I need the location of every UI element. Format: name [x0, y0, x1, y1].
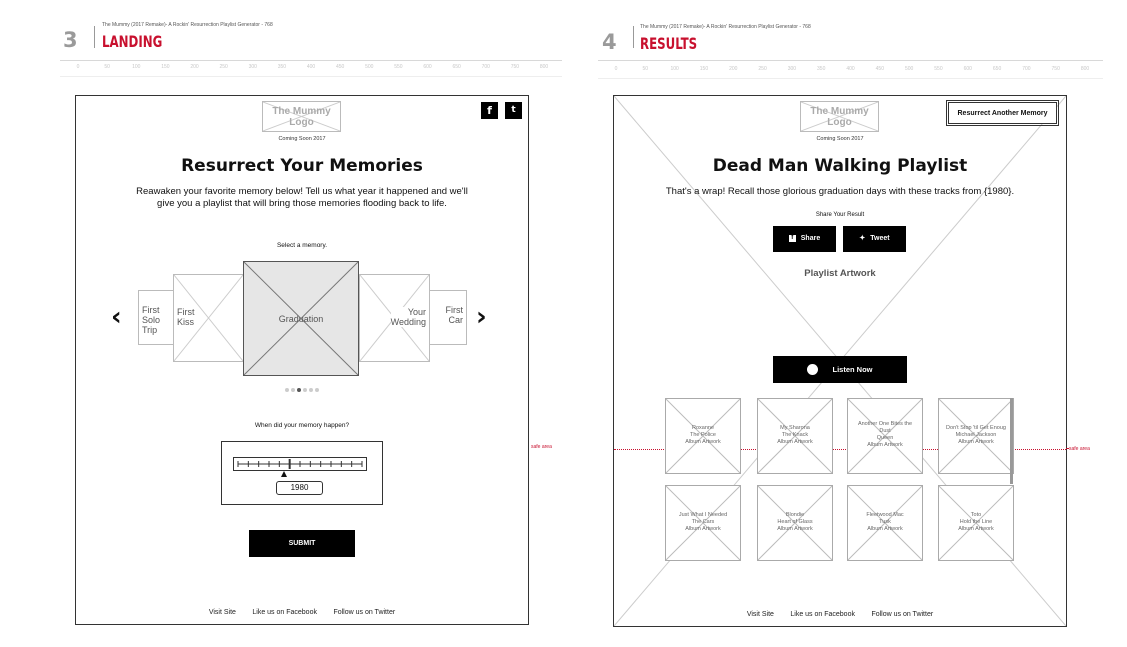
ruler-tick-label: 650 — [992, 66, 1002, 72]
track-line: Tusk — [879, 519, 891, 525]
share-prompt: Share Your Result — [815, 212, 865, 218]
tweet-button[interactable] — [843, 226, 906, 252]
track-info — [939, 512, 1013, 533]
track-line: The Knack — [781, 432, 809, 438]
coming-soon: Coming Soon 2017 — [278, 136, 326, 142]
chevron-right-icon[interactable]: › — [476, 302, 487, 332]
ruler-tick-label: 750 — [1051, 66, 1060, 72]
logo-line1: The Mummy — [272, 106, 331, 117]
results-frame — [613, 95, 1067, 627]
header-rule — [598, 60, 1103, 61]
select-prompt: Select a memory. — [276, 242, 328, 249]
page-heading: RESULTS — [640, 34, 698, 53]
header-divider — [94, 26, 95, 48]
mummy-logo — [800, 101, 879, 132]
carousel-dot[interactable] — [315, 388, 319, 392]
carousel-dot[interactable] — [285, 388, 289, 392]
memory-label: Your Wedding — [390, 307, 426, 327]
listen-now-button[interactable] — [773, 356, 907, 383]
memory-card-your-wedding[interactable] — [359, 274, 430, 362]
track-info — [666, 512, 740, 533]
page-subtitle: The Mummy (2017 Remake)- A Rockin' Resurrection Playlist Generator - 768 — [102, 22, 273, 28]
carousel-dot[interactable] — [309, 388, 313, 392]
track-line: Michael Jackson — [955, 432, 997, 438]
track-line: Album Artwork — [685, 439, 721, 445]
track-info — [758, 425, 832, 446]
header-divider — [633, 26, 634, 48]
ruler-rule — [598, 78, 1103, 79]
track-line: Hold the Line — [959, 519, 993, 525]
ruler-tick-label: 200 — [190, 64, 199, 70]
step-number: 4 — [602, 30, 617, 54]
track-line: Dust — [879, 428, 891, 434]
footer-link-facebook[interactable]: Like us on Facebook — [252, 609, 317, 616]
listen-label: Listen Now — [832, 365, 873, 374]
track-tile[interactable] — [847, 485, 923, 561]
ruler — [598, 66, 1103, 74]
ruler-tick-label: 650 — [452, 64, 461, 70]
ruler-tick-label: 700 — [1022, 66, 1031, 72]
ruler-tick-label: 250 — [758, 66, 767, 72]
track-line: Fleetwood Mac — [866, 512, 904, 518]
track-line: Blondie — [785, 512, 805, 518]
ruler-tick-label: 750 — [510, 64, 520, 70]
track-line: Album Artwork — [958, 439, 994, 445]
facebook-icon[interactable]: f — [481, 102, 498, 119]
ruler-tick-label: 300 — [248, 64, 257, 70]
track-line: Album Artwork — [958, 526, 994, 532]
safe-area-end — [1066, 448, 1068, 449]
track-tile[interactable] — [847, 398, 923, 474]
landing-title: Resurrect Your Memories — [181, 156, 423, 176]
share-button[interactable] — [773, 226, 836, 252]
track-info — [758, 512, 832, 533]
ruler-tick-label: 200 — [729, 66, 738, 72]
ruler-tick-label: 550 — [934, 66, 943, 72]
ruler-tick-label: 600 — [963, 66, 972, 72]
track-line: Don't Stop 'til Get Enoug — [946, 425, 1006, 431]
ruler-tick-label: 150 — [161, 64, 170, 70]
track-line: Roxanne — [691, 425, 715, 431]
spotify-icon — [807, 364, 818, 375]
coming-soon: Coming Soon 2017 — [816, 136, 864, 142]
ruler-tick-label: 0 — [614, 66, 618, 72]
track-scrollbar[interactable] — [1010, 398, 1013, 484]
memory-label: First Car — [445, 305, 463, 325]
ruler-tick-label: 50 — [104, 64, 110, 70]
ruler-tick-label: 300 — [787, 66, 797, 72]
logo-line2: Logo — [289, 117, 314, 128]
memory-card-first-kiss[interactable] — [173, 274, 244, 362]
ruler-rule — [60, 76, 562, 77]
year-slider[interactable] — [233, 457, 367, 471]
ruler-tick-label: 400 — [846, 66, 855, 72]
year-value[interactable]: 1980 — [276, 481, 323, 495]
track-line: The Police — [690, 432, 716, 438]
memory-label: First Solo Trip — [142, 305, 161, 335]
ruler-tick-label: 500 — [904, 66, 914, 72]
ruler-tick-label: 450 — [335, 64, 345, 70]
track-tile[interactable] — [757, 485, 833, 561]
carousel-dots[interactable] — [76, 386, 528, 392]
playlist-artwork-label: Playlist Artwork — [804, 268, 876, 279]
footer-link-twitter[interactable]: Follow us on Twitter — [871, 611, 934, 618]
track-tile[interactable] — [665, 398, 741, 474]
track-line: Toto — [970, 512, 982, 518]
track-line: Heart of Glass — [777, 519, 813, 525]
chevron-left-icon[interactable]: ‹ — [111, 302, 122, 332]
ruler-tick-label: 500 — [365, 64, 374, 70]
memory-card-first-solo-trip[interactable] — [138, 290, 174, 345]
safe-area-label: safe area — [531, 444, 552, 450]
track-info — [848, 421, 922, 449]
ruler-tick-label: 0 — [76, 64, 80, 70]
ruler-tick-label: 50 — [642, 66, 649, 72]
ruler-tick-label: 350 — [817, 66, 826, 72]
track-line: Just What I Needed — [678, 512, 728, 518]
carousel-dot[interactable] — [297, 388, 301, 392]
page-heading: LANDING — [102, 32, 163, 51]
ruler-tick-label: 800 — [539, 64, 549, 70]
track-line: Album Artwork — [867, 526, 903, 532]
logo-line1: The Mummy — [810, 106, 869, 117]
track-line: Another One Bites the — [857, 421, 913, 427]
share-label: Share — [800, 235, 821, 242]
year-prompt: When did your memory happen? — [254, 422, 350, 429]
track-info — [939, 425, 1013, 446]
ruler-tick-label: 450 — [875, 66, 884, 72]
track-line: Album Artwork — [685, 526, 721, 532]
memory-card-first-car[interactable] — [429, 290, 467, 345]
facebook-icon: f — [789, 235, 796, 242]
carousel-dot[interactable] — [291, 388, 295, 392]
track-line: Queen — [876, 435, 894, 441]
track-tile[interactable] — [665, 485, 741, 561]
ruler-tick-label: 550 — [394, 64, 403, 70]
footer-link-visit-site[interactable]: Visit Site — [208, 609, 236, 616]
ruler-tick-label: 100 — [132, 64, 141, 70]
safe-area-label: safe area — [1069, 446, 1090, 452]
landing-footer — [76, 601, 528, 619]
resurrect-another-button[interactable]: Resurrect Another Memory — [948, 102, 1057, 124]
track-tile[interactable] — [938, 398, 1014, 474]
landing-frame — [75, 95, 529, 625]
twitter-icon[interactable]: t — [505, 102, 522, 119]
logo-line2: Logo — [827, 117, 852, 128]
tweet-label: Tweet — [870, 235, 890, 242]
ruler-tick-label: 400 — [306, 64, 316, 70]
ruler-tick-label: 800 — [1080, 66, 1090, 72]
submit-button[interactable]: SUBMIT — [249, 530, 355, 557]
landing-intro: Reawaken your favorite memory below! Tell us what year it happened and we'll give you a playlist that will bring those memories flooding back to life. — [136, 186, 468, 209]
ruler-tick-label: 350 — [277, 64, 287, 70]
carousel-dot[interactable] — [303, 388, 307, 392]
track-tile[interactable] — [757, 398, 833, 474]
ruler-tick-label: 100 — [670, 66, 679, 72]
footer-link-twitter[interactable]: Follow us on Twitter — [333, 609, 396, 616]
track-line: The Cars — [691, 519, 715, 525]
track-line: Album Artwork — [777, 526, 813, 532]
results-footer — [614, 603, 1066, 621]
ruler — [60, 64, 562, 72]
step-number: 3 — [63, 28, 78, 52]
footer-link-facebook[interactable]: Like us on Facebook — [790, 611, 855, 618]
header-rule — [60, 60, 562, 61]
track-tile[interactable] — [938, 485, 1014, 561]
track-line: Album Artwork — [867, 442, 903, 448]
ruler-tick-label: 150 — [699, 66, 709, 72]
footer-link-visit-site[interactable]: Visit Site — [746, 611, 774, 618]
page-subtitle: The Mummy (2017 Remake)- A Rockin' Resurrection Playlist Generator - 768 — [640, 24, 811, 30]
slider-pointer-icon[interactable] — [281, 471, 287, 477]
twitter-icon: ✦ — [859, 235, 866, 242]
results-title: Dead Man Walking Playlist — [712, 156, 968, 176]
memory-label: Graduation — [278, 314, 324, 324]
ruler-tick-label: 600 — [423, 64, 432, 70]
track-line: Album Artwork — [777, 439, 813, 445]
mummy-logo — [262, 101, 341, 132]
track-line: My Sharona — [780, 425, 810, 431]
memory-card-graduation[interactable] — [243, 261, 359, 376]
track-info — [666, 425, 740, 446]
year-picker[interactable] — [221, 441, 383, 505]
track-info — [848, 512, 922, 533]
ruler-tick-label: 250 — [219, 64, 228, 70]
ruler-tick-label: 700 — [481, 64, 490, 70]
memory-label: First Kiss — [177, 307, 195, 327]
results-intro: That's a wrap! Recall those glorious graduation days with these tracks from {1980}. — [665, 186, 1015, 197]
